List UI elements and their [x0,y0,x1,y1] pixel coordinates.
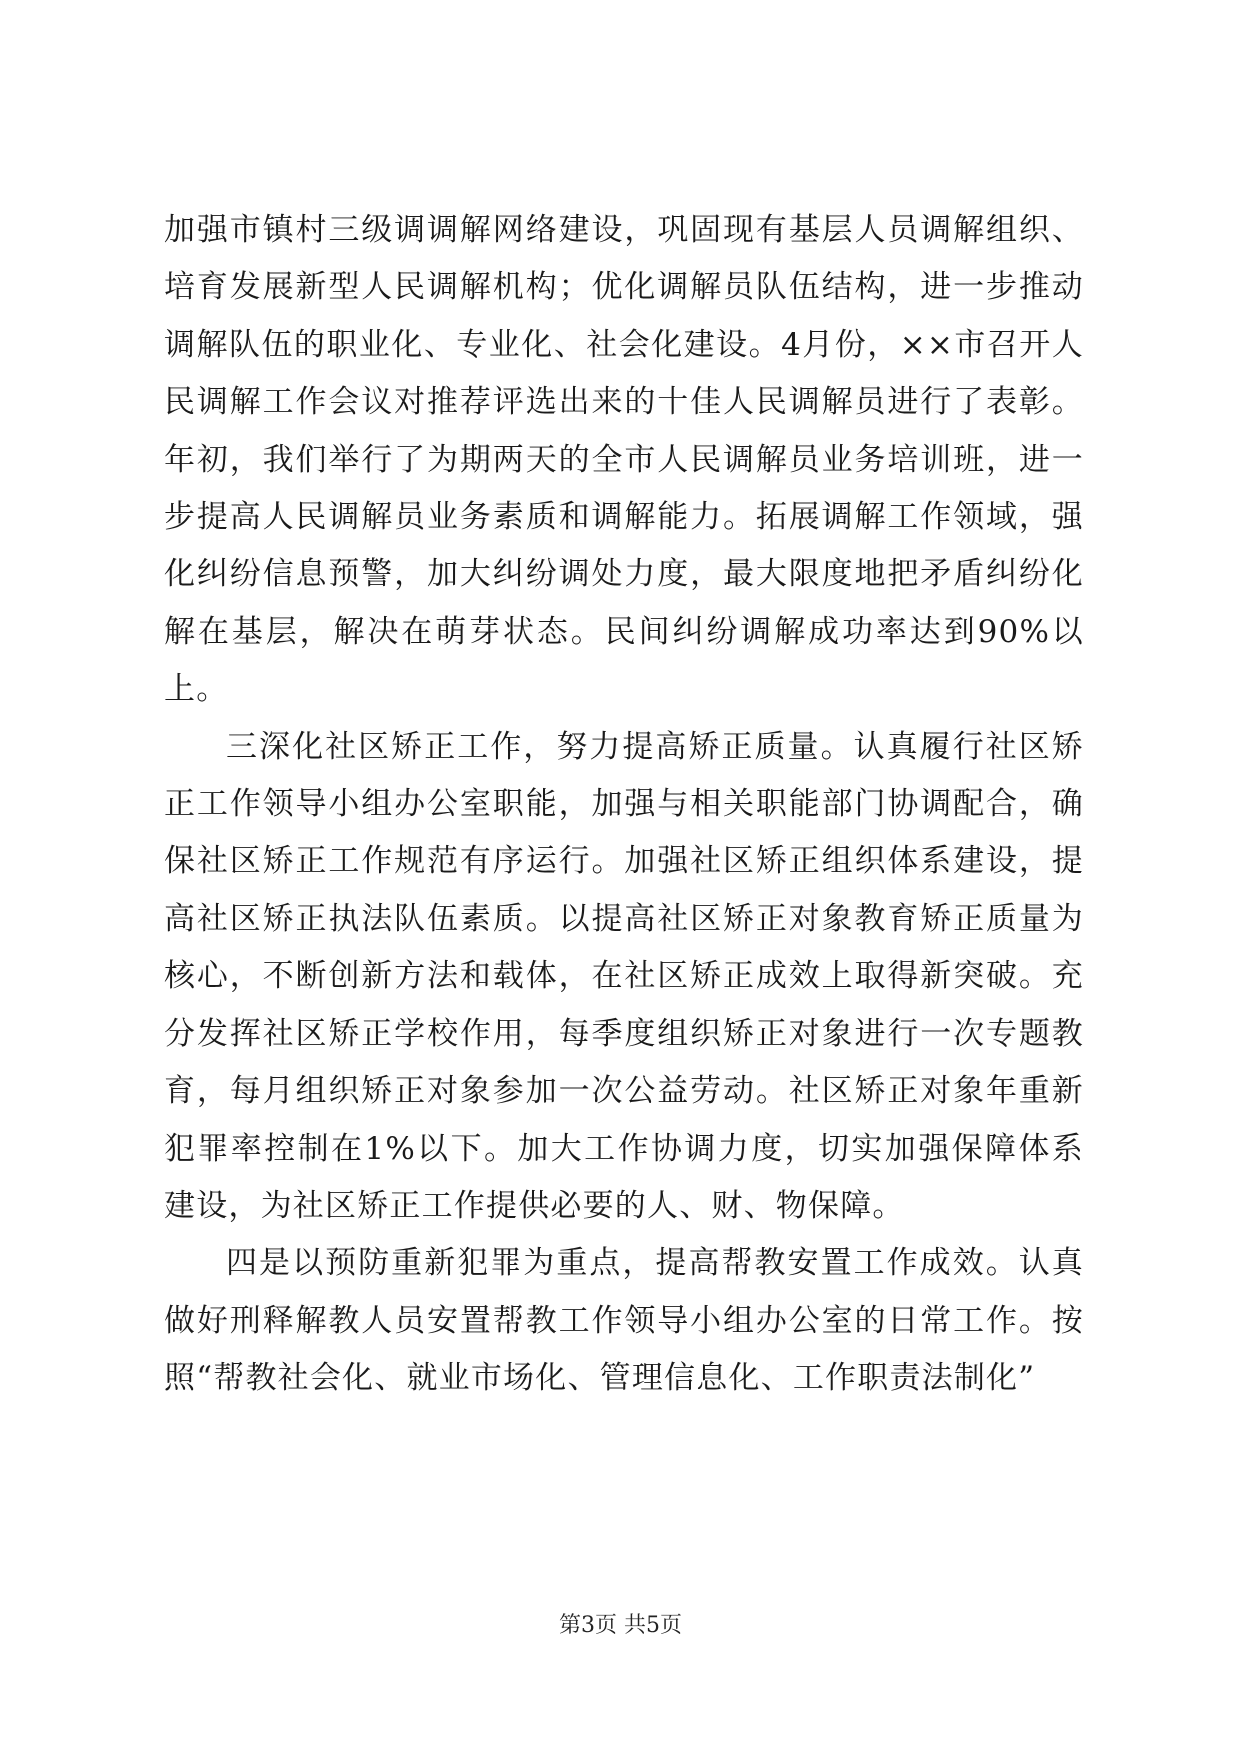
paragraph-mediation-network: 加强市镇村三级调调解网络建设，巩固现有基层人员调解组织、培育发展新型人民调解机构；优化调解员队伍结构，进一步推动调解队伍的职业化、专业化、社会化建设。4月份，××市召开人民调解工作会议对推荐评选出来的十佳人民调解员进行了表彰。年初，我们举行了为期两天的全市人民调解员业务培训班，进一步提高人民调解员业务素质和调解能力。拓展调解工作领域，强化纠纷信息预警，加大纠纷调处力度，最大限度地把矛盾纠纷化解在基层，解决在萌芽状态。民间纠纷调解成功率达到90%以上。 [164,212,1084,708]
page-number-footer: 第3页 共5页 [559,1613,682,1638]
document-body [164,202,1084,1408]
paragraph-community-correction: 三深化社区矫正工作，努力提高矫正质量。认真履行社区矫正工作领导小组办公室职能，加强与相关职能部门协调配合，确保社区矫正工作规范有序运行。加强社区矫正组织体系建设，提高社区矫正执法队伍素质。以提高社区矫正对象教育矫正质量为核心，不断创新方法和载体，在社区矫正成效上取得新突破。充分发挥社区矫正学校作用，每季度组织矫正对象进行一次专题教育，每月组织矫正对象参加一次公益劳动。社区矫正对象年重新犯罪率控制在1%以下。加大工作协调力度，切实加强保障体系建设，为社区矫正工作提供必要的人、财、物保障。 [164,728,1084,1224]
paragraph-resettlement-assistance: 四是以预防重新犯罪为重点，提高帮教安置工作成效。认真做好刑释解教人员安置帮教工作领导小组办公室的日常工作。按照“帮教社会化、就业市场化、管理信息化、工作职责法制化” [164,1245,1084,1397]
